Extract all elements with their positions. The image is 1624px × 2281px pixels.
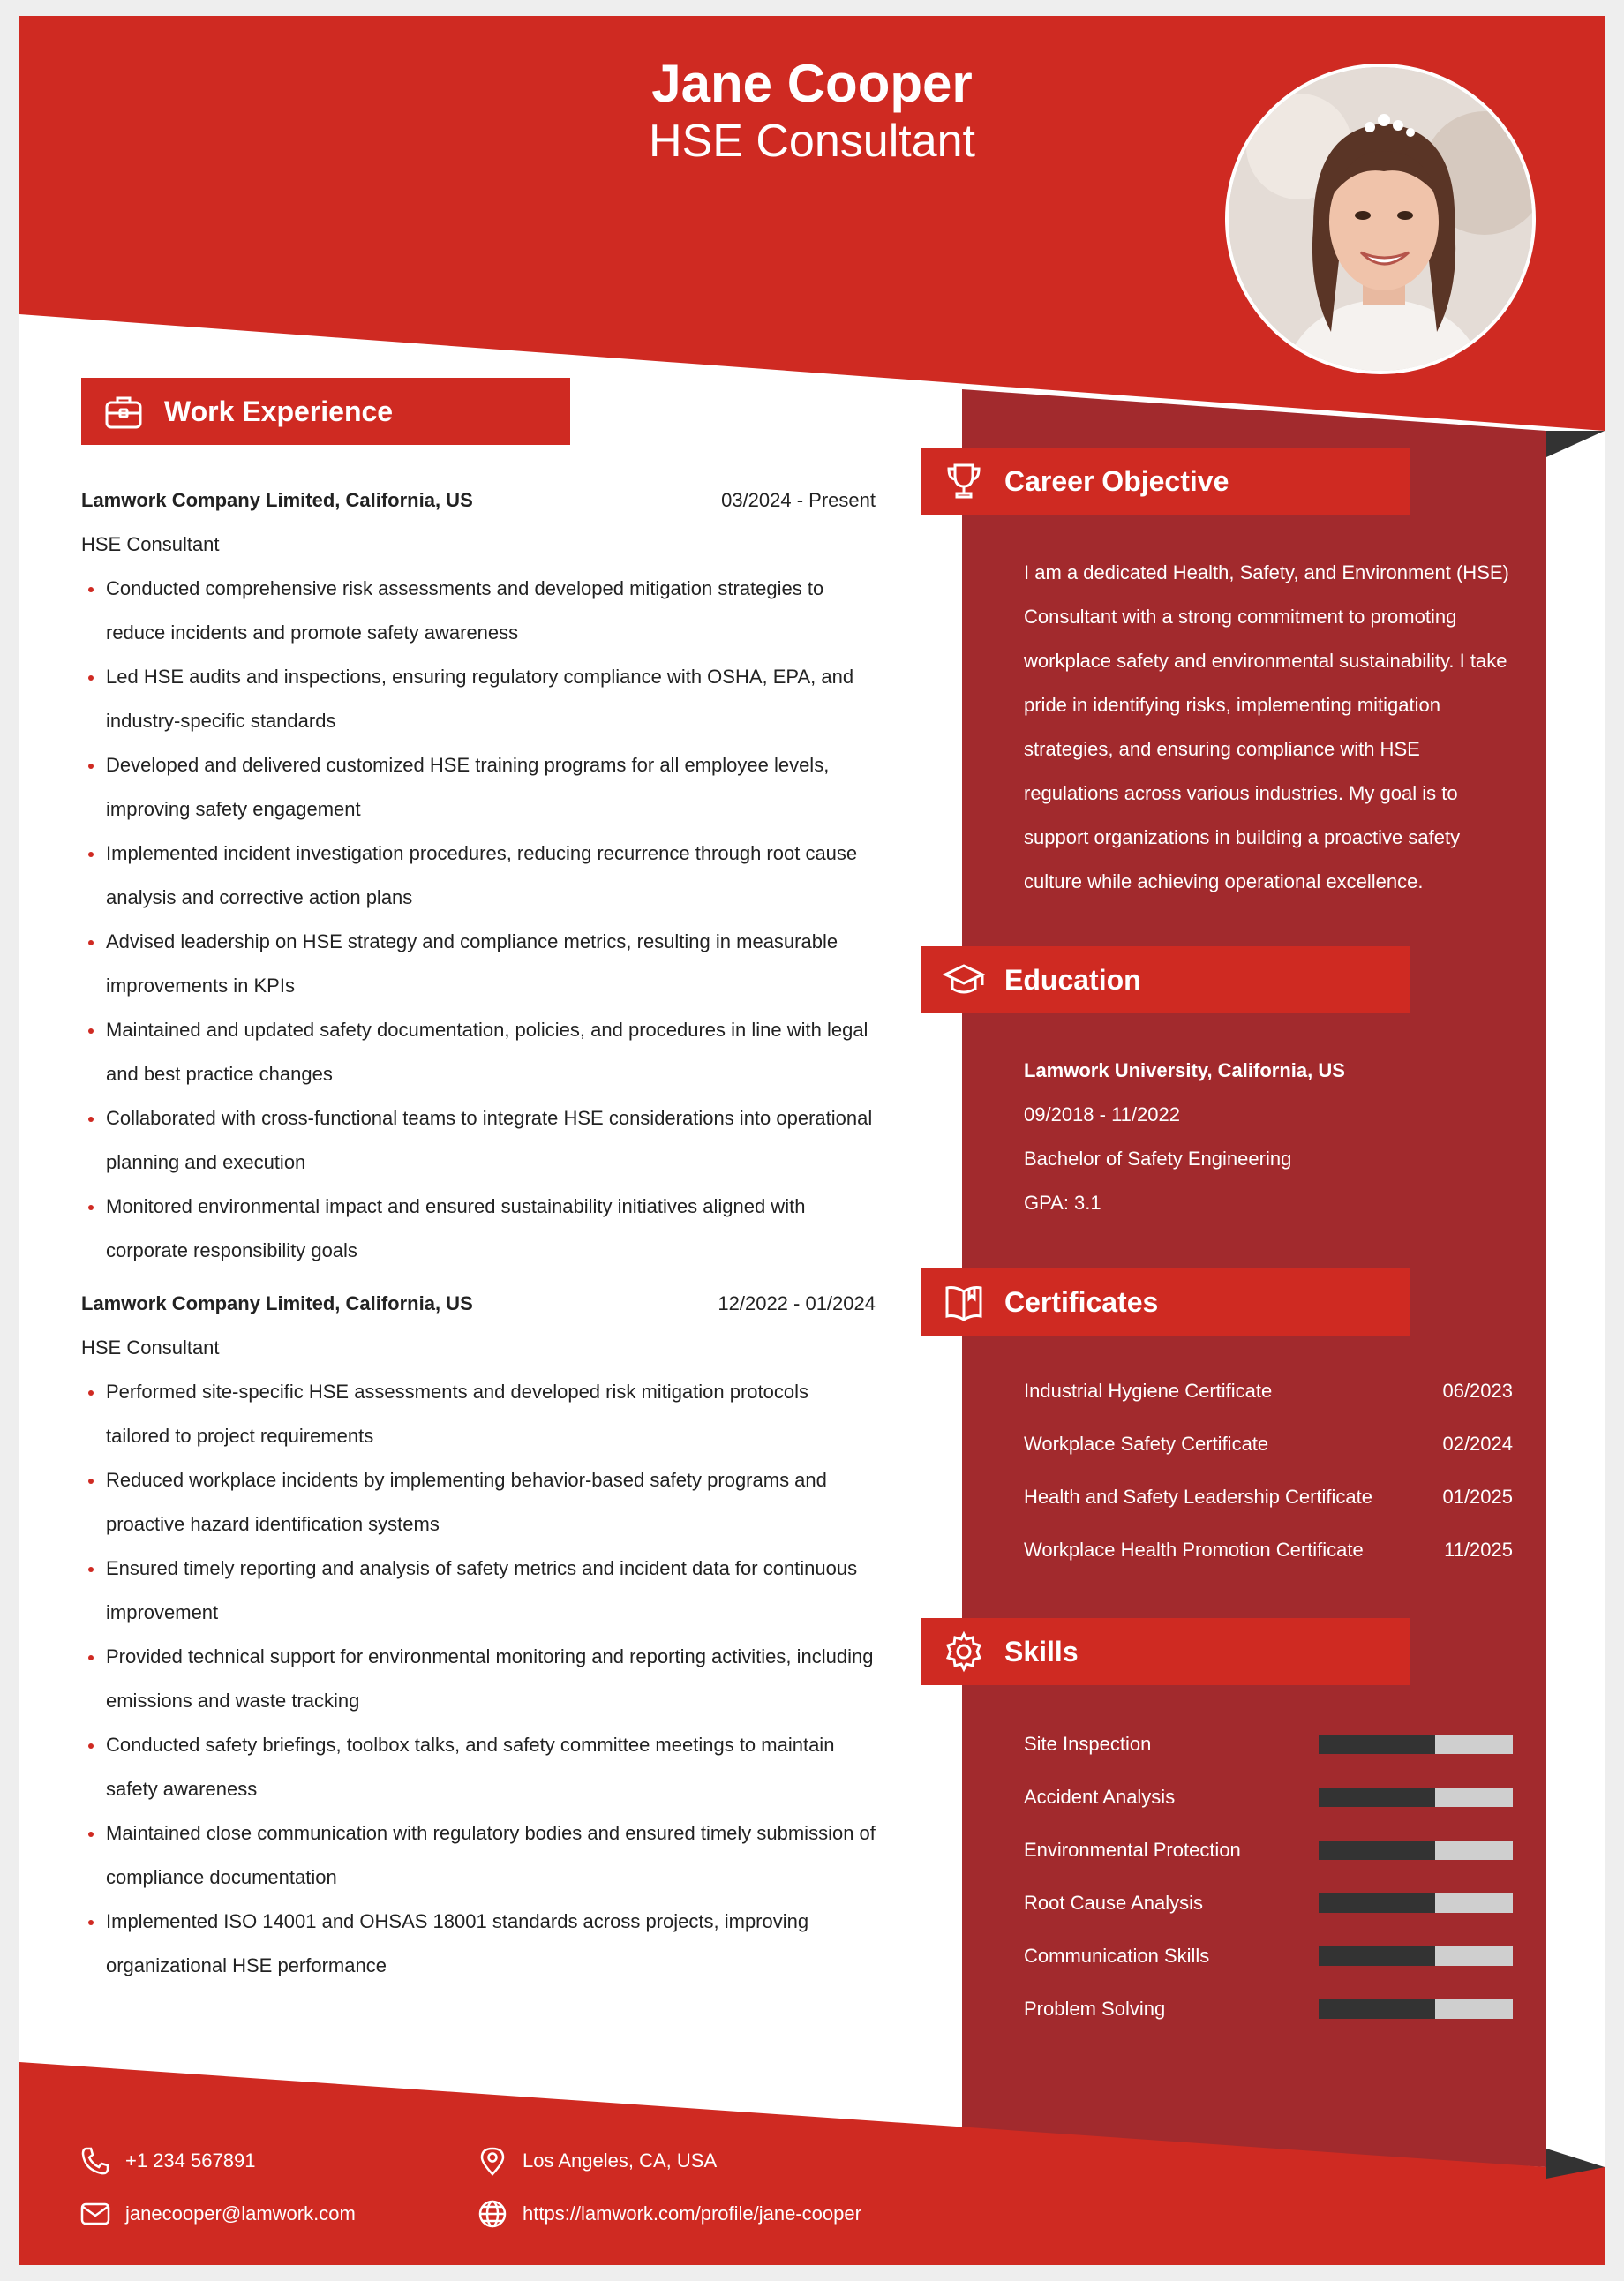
certificate-name: Health and Safety Leadership Certificate bbox=[1024, 1486, 1373, 1508]
job-bullets bbox=[81, 1370, 876, 1988]
graduation-cap-icon bbox=[939, 955, 989, 1005]
briefcase-icon bbox=[99, 387, 148, 436]
contact-location: Los Angeles, CA, USA bbox=[475, 2143, 717, 2179]
education-degree: Bachelor of Safety Engineering bbox=[1024, 1148, 1292, 1170]
certificate-date: 02/2024 bbox=[1442, 1433, 1513, 1455]
skill-name: Communication Skills bbox=[1024, 1945, 1210, 1967]
trophy-icon bbox=[939, 456, 989, 506]
work-experience-heading: Work Experience bbox=[81, 378, 570, 445]
certificate-name: Industrial Hygiene Certificate bbox=[1024, 1380, 1273, 1402]
certificate-date: 11/2025 bbox=[1444, 1539, 1513, 1561]
mail-icon bbox=[78, 2196, 113, 2232]
skill-name: Environmental Protection bbox=[1024, 1839, 1241, 1861]
list-item: Collaborated with cross-functional teams to integrate HSE considerations into operational planning and execution bbox=[81, 1096, 876, 1185]
list-item bbox=[1024, 1727, 1513, 1762]
certificates-heading: Certificates bbox=[921, 1268, 1410, 1336]
skill-name: Problem Solving bbox=[1024, 1998, 1166, 2020]
education-gpa: GPA: 3.1 bbox=[1024, 1192, 1101, 1214]
contact-website[interactable]: https://lamwork.com/profile/jane-cooper bbox=[475, 2196, 861, 2232]
list-item bbox=[1024, 1427, 1513, 1462]
list-item: Implemented ISO 14001 and OHSAS 18001 standards across projects, improving organizational HSE performance bbox=[81, 1900, 876, 1988]
list-item: Conducted comprehensive risk assessments and developed mitigation strategies to reduce incidents and promote safety awareness bbox=[81, 567, 876, 655]
globe-icon bbox=[475, 2196, 510, 2232]
career-objective-text: I am a dedicated Health, Safety, and Environment (HSE) Consultant with a strong commitment to promoting workplace safety and environmental sustainability. I take pride in identifying risks, implementing mitigation strategies, and ensuring compliance with HSE regulations across various industries. My goal is to support organizations in building a proactive safety culture while achieving operational excellence. bbox=[1024, 561, 1509, 892]
education-dates: 09/2018 - 11/2022 bbox=[1024, 1103, 1180, 1125]
list-item bbox=[1024, 1374, 1513, 1409]
skill-name: Root Cause Analysis bbox=[1024, 1892, 1203, 1914]
candidate-title: HSE Consultant bbox=[649, 116, 975, 167]
list-item: Performed site-specific HSE assessments and developed risk mitigation protocols tailored to project requirements bbox=[81, 1370, 876, 1458]
list-item: Reduced workplace incidents by implementing behavior-based safety programs and proactive hazard identification systems bbox=[81, 1458, 876, 1547]
book-icon bbox=[939, 1277, 989, 1327]
list-item: Led HSE audits and inspections, ensuring regulatory compliance with OSHA, EPA, and industry-specific standards bbox=[81, 655, 876, 743]
list-item: Advised leadership on HSE strategy and compliance metrics, resulting in measurable improvements in KPIs bbox=[81, 920, 876, 1008]
job-company: Lamwork Company Limited, California, US bbox=[81, 489, 473, 511]
list-item bbox=[1024, 1532, 1513, 1568]
list-item bbox=[1024, 1886, 1513, 1921]
list-item bbox=[1024, 1938, 1513, 1974]
skill-name: Accident Analysis bbox=[1024, 1786, 1176, 1808]
certificate-date: 06/2023 bbox=[1442, 1380, 1513, 1402]
list-item bbox=[1024, 1991, 1513, 2027]
location-pin-icon bbox=[475, 2143, 510, 2179]
skill-bar bbox=[1319, 1893, 1513, 1913]
list-item: Maintained close communication with regulatory bodies and ensured timely submission of compliance documentation bbox=[81, 1811, 876, 1900]
list-item: Implemented incident investigation procedures, reducing recurrence through root cause analysis and corrective action plans bbox=[81, 832, 876, 920]
resume-page bbox=[19, 16, 1605, 2265]
job-bullets bbox=[81, 567, 876, 1273]
contact-phone[interactable]: +1 234 567891 bbox=[78, 2143, 255, 2179]
job-company: Lamwork Company Limited, California, US bbox=[81, 1292, 473, 1314]
profile-photo bbox=[1225, 64, 1536, 374]
career-objective-heading: Career Objective bbox=[921, 448, 1410, 515]
list-item: Monitored environmental impact and ensured sustainability initiatives aligned with corporate responsibility goals bbox=[81, 1185, 876, 1273]
skill-bar bbox=[1319, 1946, 1513, 1966]
candidate-name: Jane Cooper bbox=[651, 54, 973, 113]
skill-bar bbox=[1319, 1999, 1513, 2019]
list-item: Provided technical support for environmental monitoring and reporting activities, including emissions and waste tracking bbox=[81, 1635, 876, 1723]
job-role: HSE Consultant bbox=[81, 533, 220, 555]
skill-bar bbox=[1319, 1735, 1513, 1754]
education-heading: Education bbox=[921, 946, 1410, 1013]
job-role: HSE Consultant bbox=[81, 1336, 220, 1359]
list-item: Conducted safety briefings, toolbox talks, and safety committee meetings to maintain safety awareness bbox=[81, 1723, 876, 1811]
contact-email[interactable]: janecooper@lamwork.com bbox=[78, 2196, 356, 2232]
job-entry-1 bbox=[81, 478, 876, 1273]
list-item: Maintained and updated safety documentation, policies, and procedures in line with legal and best practice changes bbox=[81, 1008, 876, 1096]
certificate-date: 01/2025 bbox=[1442, 1486, 1513, 1508]
skills-heading: Skills bbox=[921, 1618, 1410, 1685]
list-item bbox=[1024, 1479, 1513, 1515]
skill-name: Site Inspection bbox=[1024, 1733, 1152, 1755]
phone-icon bbox=[78, 2143, 113, 2179]
education-school: Lamwork University, California, US bbox=[1024, 1059, 1345, 1081]
certificate-name: Workplace Safety Certificate bbox=[1024, 1433, 1269, 1455]
skill-bar bbox=[1319, 1788, 1513, 1807]
list-item bbox=[1024, 1833, 1513, 1868]
skill-bar bbox=[1319, 1841, 1513, 1860]
gear-icon bbox=[939, 1627, 989, 1676]
list-item: Ensured timely reporting and analysis of safety metrics and incident data for continuous improvement bbox=[81, 1547, 876, 1635]
list-item: Developed and delivered customized HSE training programs for all employee levels, improving safety engagement bbox=[81, 743, 876, 832]
job-date: 03/2024 - Present bbox=[721, 489, 876, 511]
job-entry-2 bbox=[81, 1282, 876, 1988]
job-date: 12/2022 - 01/2024 bbox=[718, 1292, 876, 1314]
certificate-name: Workplace Health Promotion Certificate bbox=[1024, 1539, 1364, 1561]
list-item bbox=[1024, 1780, 1513, 1815]
